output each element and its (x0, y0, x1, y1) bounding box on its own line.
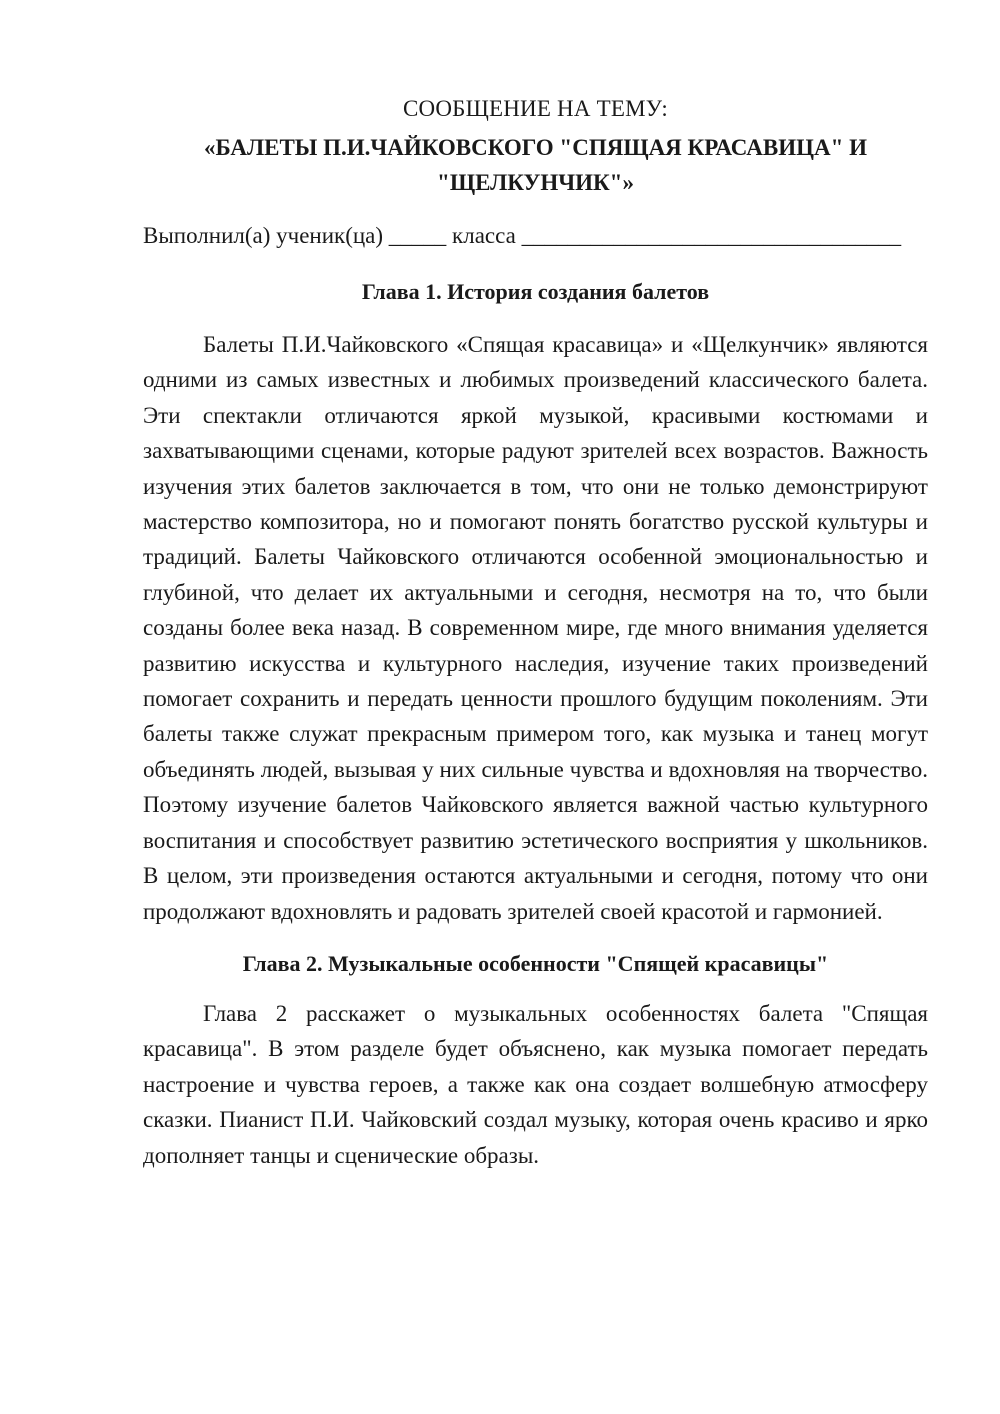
report-title (143, 130, 928, 200)
chapter-1-heading: Глава 1. История создания балетов (361, 279, 710, 304)
report-label: СООБЩЕНИЕ НА ТЕМУ: (403, 96, 668, 121)
chapter-2-paragraph: Глава 2 расскажет о музыкальных особенностях балета "Спящая красавица". В этом разделе будет объяснено, как музыка помогает передать настроение и чувства героев, а также как она создает волшебную атмосферу сказки. Пианист П.И. Чайковский создал музыку, которая очень красиво и ярко дополняет танцы и сценические образы. (143, 1000, 928, 1168)
author-line: Выполнил(а) ученик(ца) _____ класса _________________________________ (143, 223, 902, 248)
chapter-2-heading: Глава 2. Музыкальные особенности "Спящей красавицы" (242, 950, 829, 976)
report-title-line-1: «БАЛЕТЫ П.И.ЧАЙКОВСКОГО "СПЯЩАЯ КРАСАВИЦА" И (203, 135, 868, 160)
chapter-1-paragraph: Балеты П.И.Чайковского «Спящая красавица» и «Щелкунчик» являются одними из самых известных и любимых произведений классического балета. Эти спектакли отличаются яркой музыкой, красивыми костюмами и захватывающими сценами, которые радуют зрителей всех возрастов. Важность изучения этих балетов заключается в том, что они не только демонстрируют мастерство композитора, но и помогают понять богатство русской культуры и традиций. Балеты Чайковского отличаются особенной эмоциональностью и глубиной, что делает их актуальными и сегодня, несмотря на то, что были созданы более века назад. В современном мире, где много внимания уделяется развитию искусства и культурного наследия, изучение таких произведений помогает сохранить и передать ценности прошлого будущим поколениям. Эти балеты также служат прекрасным примером того, как музыка и танец могут объединять людей, вызывая у них сильные чувства и вдохновляя на творчество. Поэтому изучение балетов Чайковского является важной частью культурного воспитания и способствует развитию эстетического восприятия у школьников. В целом, эти произведения остаются актуальными и сегодня, потому что они продолжают вдохновлять и радовать зрителей своей красотой и гармонией. (143, 332, 928, 924)
document-page (143, 92, 928, 1173)
report-title-line-2: "ЩЕЛКУНЧИК"» (437, 170, 634, 195)
